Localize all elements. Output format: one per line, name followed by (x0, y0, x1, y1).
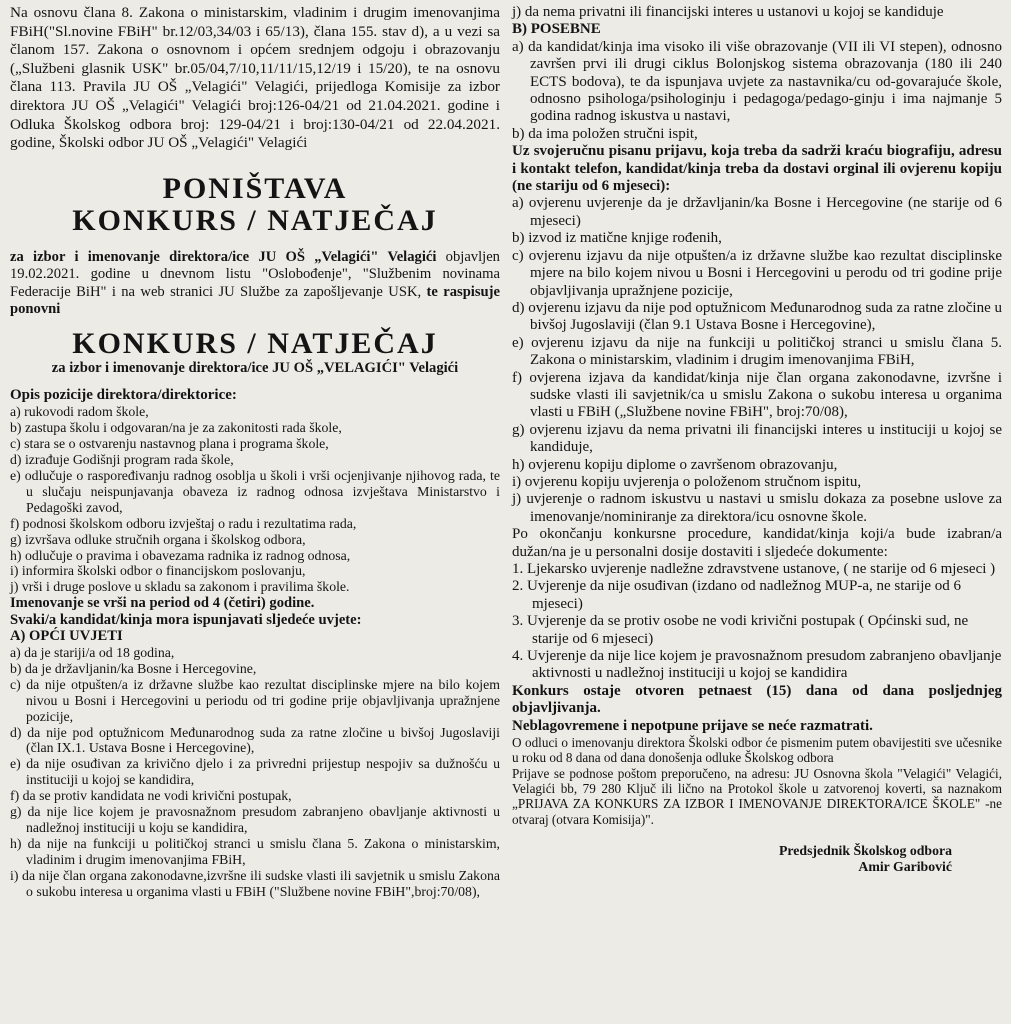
list-item: g) izvršava odluke stručnih organa i školskog odbora, (10, 531, 306, 547)
list-item: c) stara se o ostvarenju nastavnog plana i programa škole, (10, 436, 329, 452)
signature-name: Amir Garibović (858, 859, 952, 875)
list-item: a) da kandidat/kinja ima visoko ili više obrazovanje (VII ili VI stepen), odnosno završen prvi ili drugi ciklus Bolonjskog sistema obrazovanja (180 ili 240 ECTS bodova), te da ispunjava uvjete za nastavnika/cu od-govarajuće škole, odnosno psihologa/psihologinju i pedagoga/pedago-ginju i ima najmanje 5 godina radnog iskustva u nastavi, (512, 38, 1002, 125)
list-item: i) ovjerenu kopiju uvjerenja o položenom stručnom ispitu, (512, 473, 862, 490)
late-applications-notice: Neblagovremene i nepotpune prijave se neće razmatrati. (512, 717, 873, 734)
list-item: b) da ima položen stručni ispit, (512, 125, 698, 142)
heading-ponistava: PONIŠTAVA (162, 171, 348, 205)
left-column (10, 4, 500, 900)
list-item: 4. Uvjerenje da nije lice kojem je pravosnažnom presudom zabranjeno obavljanje aktivnosti u nadležnoj instituciji u kojoj se kandidira (512, 648, 1002, 682)
list-item: a) da je stariji/a od 18 godina, (10, 645, 175, 661)
list-item: e) da nije osuđivan za krivično djelo i za privredni prijestup nespojiv sa dužnošću u instituciji u kojoj se kandidira, (10, 756, 500, 788)
list-item: i) informira školski odbor o financijskom poslovanju, (10, 563, 306, 579)
period-line: Imenovanje se vrši na period od 4 (četiri) godine. (10, 595, 315, 612)
konkurs-subtitle: za izbor i imenovanje direktora/ice JU OŠ „VELAGIĆI" Velagići (51, 360, 459, 377)
list-item: h) ovjerenu kopiju diplome o završenom obrazovanju, (512, 456, 838, 473)
list-item: e) ovjerenu izjavu da nije na funkciji u političkoj stranci u smislu člana 5. Zakona o ministarskim, vladinim i drugim imenovanjima FBiH, (512, 334, 1002, 369)
general-heading: A) OPĆI UVJETI (10, 628, 123, 645)
list-item: 2. Uvjerenje da nije osuđivan (izdano od nadležnog MUP-a, ne starije od 6 mjeseci) (512, 578, 962, 612)
special-heading: B) POSEBNE (512, 21, 601, 38)
list-item: a) rukovodi radom škole, (10, 404, 149, 420)
numbered-documents-list (512, 561, 1002, 683)
general-conditions-list (10, 645, 500, 900)
list-item: j) uvjerenje o radnom iskustvu u nastavi u smislu dokaza za posebne uslove za imenovanje/nominiranje za direktora/icu osnovne škole. (512, 491, 1002, 525)
list-item: e) odlučuje o raspoređivanju radnog osoblja u školi i vrši ocjenjivanje njihovog rada, te u slučaju neispunjavanja obaveza iz radnog odnosa izvještava Ministarstvo i Pedagoški zavod, (10, 468, 500, 515)
list-item: g) ovjerenu izjavu da nema privatni ili financijski interes u instituciji u kojoj se kandiduje, (512, 421, 1002, 456)
heading-konkurs-cancelled: KONKURS / NATJEČAJ (72, 203, 438, 237)
right-column (512, 4, 1002, 876)
list-item: b) da je državljanin/ka Bosne i Hercegovine, (10, 660, 257, 676)
list-item: g) da nije lice kojem je pravosnažnom presudom zabranjeno obavljanje aktivnosti u nadležnoj instituciji u koju se kandidira, (10, 804, 500, 835)
heading-konkurs-new: KONKURS / NATJEČAJ (72, 327, 438, 361)
list-item: b) izvod iz matične knjige rođenih, (512, 230, 722, 247)
list-item: d) ovjerenu izjavu da nije pod optužnicom Međunarodnog suda za ratne zločine u bivšoj Jugoslaviji (član 9.1 Ustava Bosne i Hercegovine), (512, 299, 1002, 334)
cancel-part-bold: za izbor i imenovanje direktora/ice JU OŠ „Velagići" Velagići (10, 248, 437, 265)
special-conditions-list (512, 39, 1002, 143)
list-item: j) vrši i druge poslove u skladu sa zakonom i pravilima škole. (10, 579, 350, 595)
intro-paragraph: Na osnovu člana 8. Zakona o ministarskim, vladinim i drugim imenovanjima FBiH("Sl.novine FBiH" br.12/03,34/03 i 65/13), člana 155. stav d), a u vezi sa članom 157. Zakona o osnovnom i općem srednjem odgoju i obrazovanju („Službeni glasnik USK" br.05/04,7/10,11/11/15,12/19 i 15/20), te na osnovu člana 113. Pravila JU OŠ „Velagići" Velagići, prijedloga Komisije za izbor direktora JU OŠ „Velagići" Velagići broj:126-04/21 od 21.04.2021. godine i Odluka Školskog odbora broj: 129-04/21 i broj:130-04/21 od 22.04.2021. godine, Školski odbor JU OŠ „Velagići" Velagići (10, 4, 500, 152)
list-item: j) da nema privatni ili financijski interes u ustanovi u kojoj se kandiduje (512, 4, 944, 20)
after-selection-paragraph: Po okončanju konkursne procedure, kandidat/kinja koji/a bude izabran/a dužan/na je u personalni dosije dostaviti i sljedeće dokumente: (512, 526, 1002, 560)
list-item: c) ovjerenu izjavu da nije otpušten/a iz državne službe kao rezultat disciplinske mjere na bilo kojem nivou u Bosni i Hercegovini u perodu od tri godine prije objavljivanja upražnjene pozicije, (512, 247, 1002, 299)
list-item: 3. Uvjerenje da se protiv osobe ne vodi krivični postupak ( Općinski sud, ne starije od 6 mjeseci) (512, 613, 969, 647)
cancel-part-bold-end: te raspisuje ponovni (10, 283, 500, 317)
cancel-part-regular: objavljen 19.02.2021. godine u dnevnom listu "Oslobođenje", "Službenim novinama Federacije BiH" i na web stranici JU Službe za zapošljevanje USK, (10, 248, 500, 300)
decision-paragraph: O odluci o imenovanju direktora Školski odbor će pismenim putem obavijestiti sve učesnike u roku od 8 dana od dana donošenja odluke Školskog odbora (512, 735, 1002, 766)
duties-list (10, 404, 500, 595)
list-item: 1. Ljekarsko uvjerenje nadležne zdravstvene ustanove, ( ne starije od 6 mjeseci ) (512, 561, 996, 577)
documents-list (512, 195, 1002, 526)
list-item: f) podnosi školskom odboru izvještaj o radu i rezultatima rada, (10, 515, 357, 531)
signature-block (512, 843, 1002, 876)
list-item: a) ovjerenu uvjerenje da je državljanin/ka Bosne i Hercegovine (ne starije od 6 mjeseci) (512, 195, 1002, 229)
list-item: f) da se protiv kandidata ne vodi krivični postupak, (10, 788, 292, 804)
conditions-intro: Svaki/a kandidat/kinja mora ispunjavati sljedeće uvjete: (10, 611, 362, 628)
list-item: f) ovjerena izjava da kandidat/kinja nije član organa zakonodavne, izvršne i sudske vlasti ili savjetnik/ca u smislu Zakona o sukobu interesa u organima vlasti u FBiH („Službene novine FBiH", broj:70/08), (512, 369, 1002, 421)
list-item: c) da nije otpušten/a iz državne službe kao rezultat disciplinske mjere na bilo kojem nivou u Bosni i Hercegovini u periodu od tri godine prije objavljivanja upražnjene pozicije, (10, 676, 500, 724)
submission-paragraph: Prijave se podnose poštom preporučeno, na adresu: JU Osnovna škola "Velagići" Velagići, Velagići bb, 79 280 Ključ ili lično na Protokol škole u zatvorenoj koverti, sa naznakom „PRIJAVA ZA KONKURS ZA IZBOR I IMENOVANJE DIREKTORA/ICE ŠKOLE" -ne otvaraj (otvara Komisija)". (512, 765, 1002, 827)
list-item: d) da nije pod optužnicom Međunarodnog suda za ratne zločine u bivšoj Jugoslaviji (član IX.1. Ustava Bosne i Hercegovine), (10, 724, 500, 756)
duties-heading: Opis pozicije direktora/direktorice: (10, 387, 237, 404)
list-item: i) da nije član organa zakonodavne,izvršne ili sudske vlasti ili savjetnik u smislu Zakona o sukobu interesa u organima vlasti u FBiH ("Službene novine FBiH",broj:70/08), (10, 867, 500, 899)
list-item: d) izrađuje Godišnji program rada škole, (10, 452, 234, 468)
list-item: b) zastupa školu i odgovaran/na je za zakonitosti rada škole, (10, 420, 342, 436)
list-item: h) odlučuje o pravima i obavezama radnika iz radnog odnosa, (10, 547, 351, 563)
cancel-paragraph (10, 249, 500, 319)
signature-title: Predsjednik Školskog odbora (778, 842, 952, 858)
documents-intro: Uz svojeručnu pisanu prijavu, koja treba da sadrži kraću biografiju, adresu i kontakt telefon, kandidat/kinja treba da dostavi orginal ili ovjerenu kopiju (ne stariju od 6 mjeseci): (512, 143, 1002, 195)
open-period-notice: Konkurs ostaje otvoren petnaest (15) dana od dana posljednjeg objavljivanja. (512, 682, 1002, 717)
list-item: h) da nije na funkciji u političkoj stranci u smislu člana 5. Zakona o ministarskim, vladinim i drugim imenovanjima FBiH, (10, 835, 500, 867)
